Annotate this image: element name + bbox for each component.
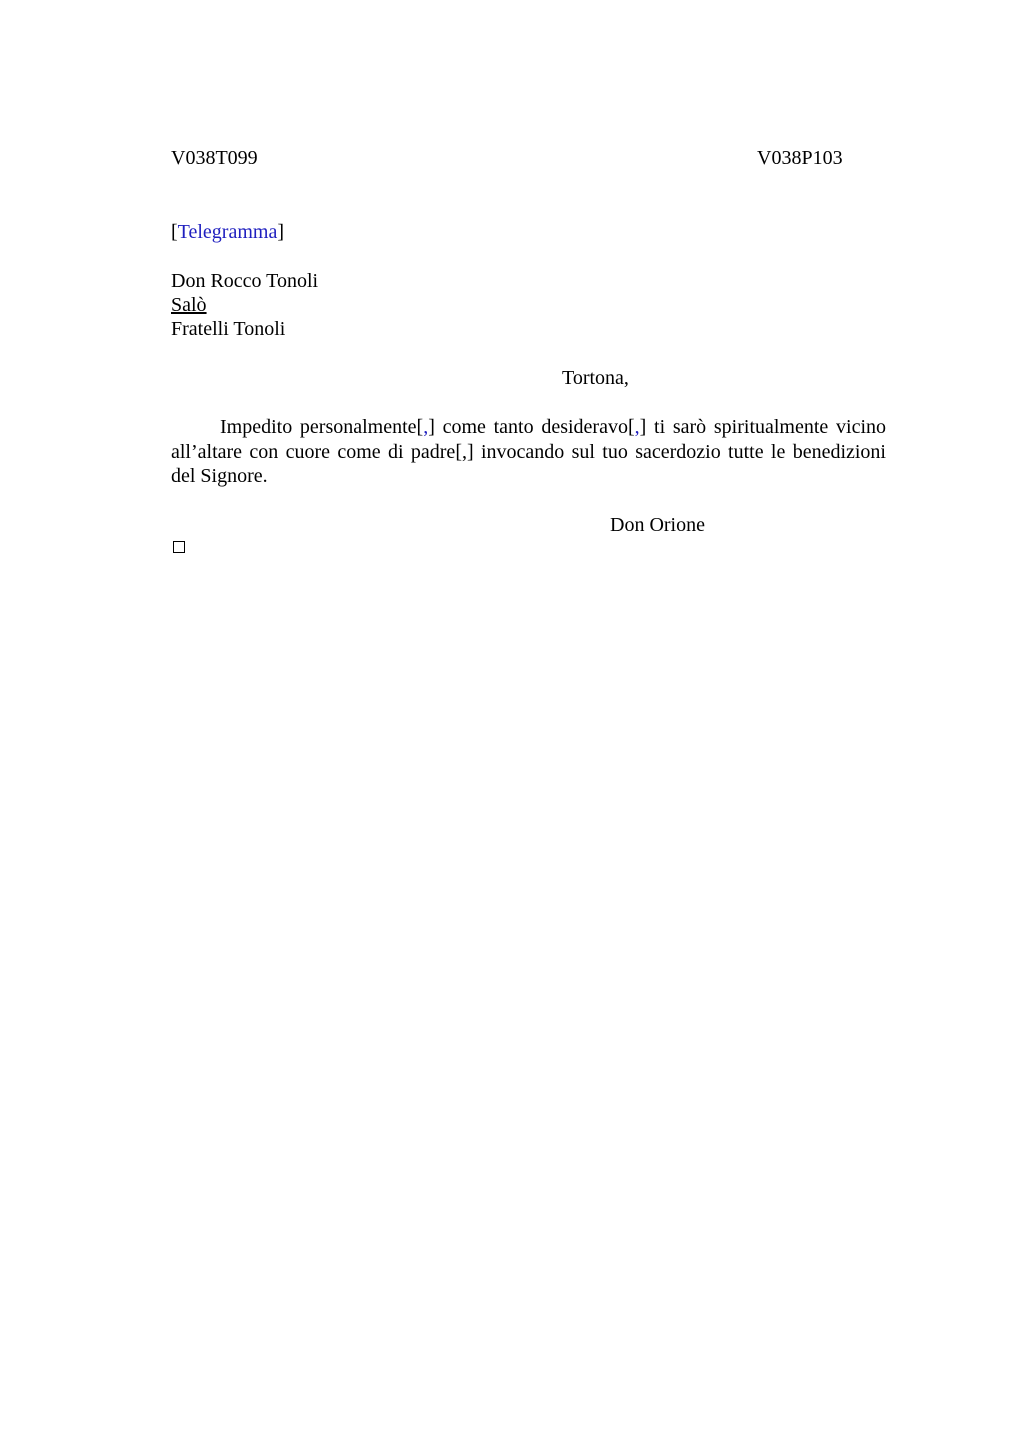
body-text-3: ti sarò spiritualmente vicino all’altare con cuore come di padre — [171, 416, 887, 463]
editorial-bracket-3: [,] — [455, 440, 474, 463]
editorial-bracket-1-close: ] — [428, 416, 435, 438]
editorial-comma-2: , — [634, 416, 640, 438]
editorial-comma-1: , — [423, 416, 429, 438]
document-code-left: V038T099 — [171, 147, 258, 169]
end-mark-square-icon — [173, 541, 185, 553]
document-type-label: Telegramma — [177, 221, 278, 243]
editorial-bracket-2-close: ] — [639, 416, 647, 438]
signature: Don Orione — [610, 514, 705, 536]
recipient-place: Salò — [171, 294, 207, 316]
editorial-bracket-1-open: [ — [416, 416, 424, 438]
place-date: Tortona, — [562, 367, 629, 389]
document-type — [171, 220, 284, 244]
document-code-right: V038P103 — [757, 147, 843, 169]
body-text-2: come tanto desideravo — [434, 416, 628, 438]
recipient-name: Don Rocco Tonoli — [171, 270, 319, 292]
document-type-open-bracket: [ — [171, 221, 178, 243]
recipient-family: Fratelli Tonoli — [171, 318, 286, 340]
editorial-bracket-2-open: [ — [627, 416, 635, 438]
telegram-body — [171, 415, 886, 489]
document-type-close-bracket: ] — [277, 221, 285, 243]
body-text-1: Impedito personalmente — [220, 416, 417, 438]
body-text-4: invocando sul tuo sacerdozio tutte le benedizioni del Signore. — [171, 440, 886, 487]
